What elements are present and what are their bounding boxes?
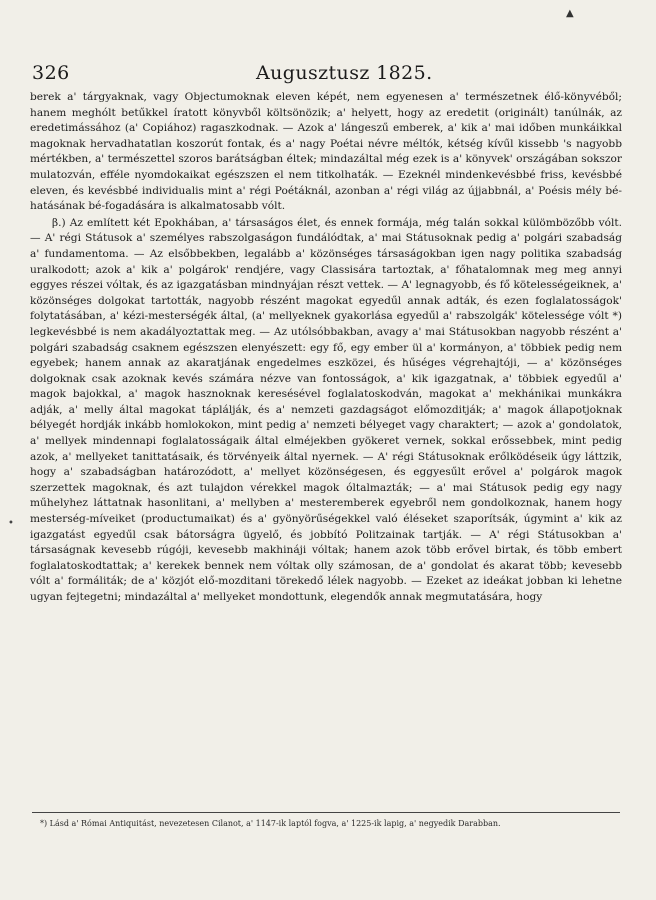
margin-mark: • <box>8 518 14 529</box>
running-head: Augusztusz 1825. <box>256 62 433 84</box>
paragraph-1: berek a' tárgyaknak, vagy Objectumoknak eleven képét, nem egyenesen a' természetnek élő-könyvéből; hanem meghólt betűkkel íratott könyvből költsönözik; a' helyett, hogy az eredetit (originált) tanúlnák, az eredetimássához (a' Copiához) ragaszkodnak. — Azok a' lángeszű emberek, a' kik a' mai időben munkáikkal magoknak hervadhatatlan koszorút fontak, és a' nagy Poétai névre méltók, kétség kívűl kissebb 's nagyobb mértékben, a' természettel szoros barátságban éltek; mindazáltal még ezek is a' könyvek' országában sokszor mulatozván, efféle nyomdokaikat egészszen el nem titkolhaták. — Ezeknél mindenkevésbbé friss, kevésbbé eleven, és kevésbbé individualis mint a' régi Poétáknál, azonban a' régi világ az újjabbnál, a' Poésis mély bé-hatásának bé-fogadására is alkalmatosabb vólt. <box>30 91 622 213</box>
body-text <box>30 90 622 606</box>
footnote-rule <box>32 812 620 813</box>
paragraph-2: β.) Az említett két Epokhában, a' társaságos élet, és ennek formája, még talán sokkal külömbözőbb vólt. — A' régi Státusok a' személyes rabszolgaságon fundálódtak, a' mai Státusoknak pedig a' polgári szabadság a' fundamentoma. — Az elsőbbekben, legalább a' közönséges társaságokban igen nagy politika szabadság uralkodott; azok a' kik a' polgárok' rendjére, vagy Classisára tartoztak, a' főhatalomnak meg meg annyi eggyes részei vóltak, és az igazgatásban mindnyájan részt vettek. — A' legnagyobb, és fő kötelességeiknek, a' közönséges dolgokat tartották, nagyobb részént magokat egyedűl annak adták, és ezen foglalatosságok' folytatásában, a' kézi-mesterségék által, (a' mellyeknek gyakorlása egyedűl a' rabszolgák' kötelessége vólt *) legkevésbbé is nem akadályoztattak meg. — Az utólsóbbakban, avagy a' mai Státusokban nagyobb részént a' polgári szabadság csaknem egészszen elenyészett: egy fő, egy ember ül a' kormányon, a' többiek pedig nem egyebek; hanem annak az akaratjának engedelmes eszközei, és hűséges végrehajtóji, — a' közönséges dolgoknak csak azoknak kevés számára nézve van fontosságok, a' kik igazgatnak, a' többiek egyedűl a' magok bajokkal, a' magok hasznoknak keresésével foglalatoskodván, magokat a' mekhánikai munkákra adják, a' melly által magokat táplálják, és a' nemzeti gazdagságot előmozditják; a' magok állapotjoknak bélyegét hordják inkább homlokokon, mint pedig a' nemzeti bélyeget vagy charaktert; — azok a' gondolatok, a' mellyek mindennapi foglalatosságaik által elméjekben gyökeret vernek, sokkal erőssebbek, mint pedig azok, a' mellyeket tanittatásaik, és törvényeik által nyernek. — A' régi Státusoknak erőlködéseik úgy láttzik, hogy a' szabadságban határozódott, a' mellyet közönségesen, és eggyesűlt erővel a' polgárok magok szerzettek magoknak, és azt tulajdon vérekkel magok óltalmazták; — a' mai Státusok pedig egy nagy műhelyhez láttatnak hasonlitani, a' mellyben a' mesteremberek egyebről nem gondolkoznak, hanem hogy mesterség-míveiket (productumaikat) és a' gyönyörűségekkel való éléseket szaporítsák, úgymint a' kik az igazgatást egyedűl csak bátorságra ügyelő, és jobbító Politzainak tartják. — A' régi Státusokban a' társaságnak kevesebb rúgóji, kevesebb makhináji vóltak; hanem azok több erővel birtak, és több embert foglalatoskodtattak; a' kerekek bennek nem vóltak olly számosan, de a' gondolat és akarat több; kevesebb vólt a' formáliták; de a' közjót elő-mozditani törekedő lélek nagyobb. — Ezeket az ideákat jobban ki lehetne ugyan fejtegetni; mindazáltal a' mellyeket mondottunk, elegendők annak megmutatására, hogy <box>30 216 622 603</box>
footnote: *) Lásd a' Római Antiquitást, nevezetesen Cilanot, a' 1147-ik laptól fogva, a' 1225-ik lapig, a' negyedik Darabban. <box>40 819 501 828</box>
corner-mark: ▲ <box>566 8 574 19</box>
page-number: 326 <box>32 62 70 84</box>
